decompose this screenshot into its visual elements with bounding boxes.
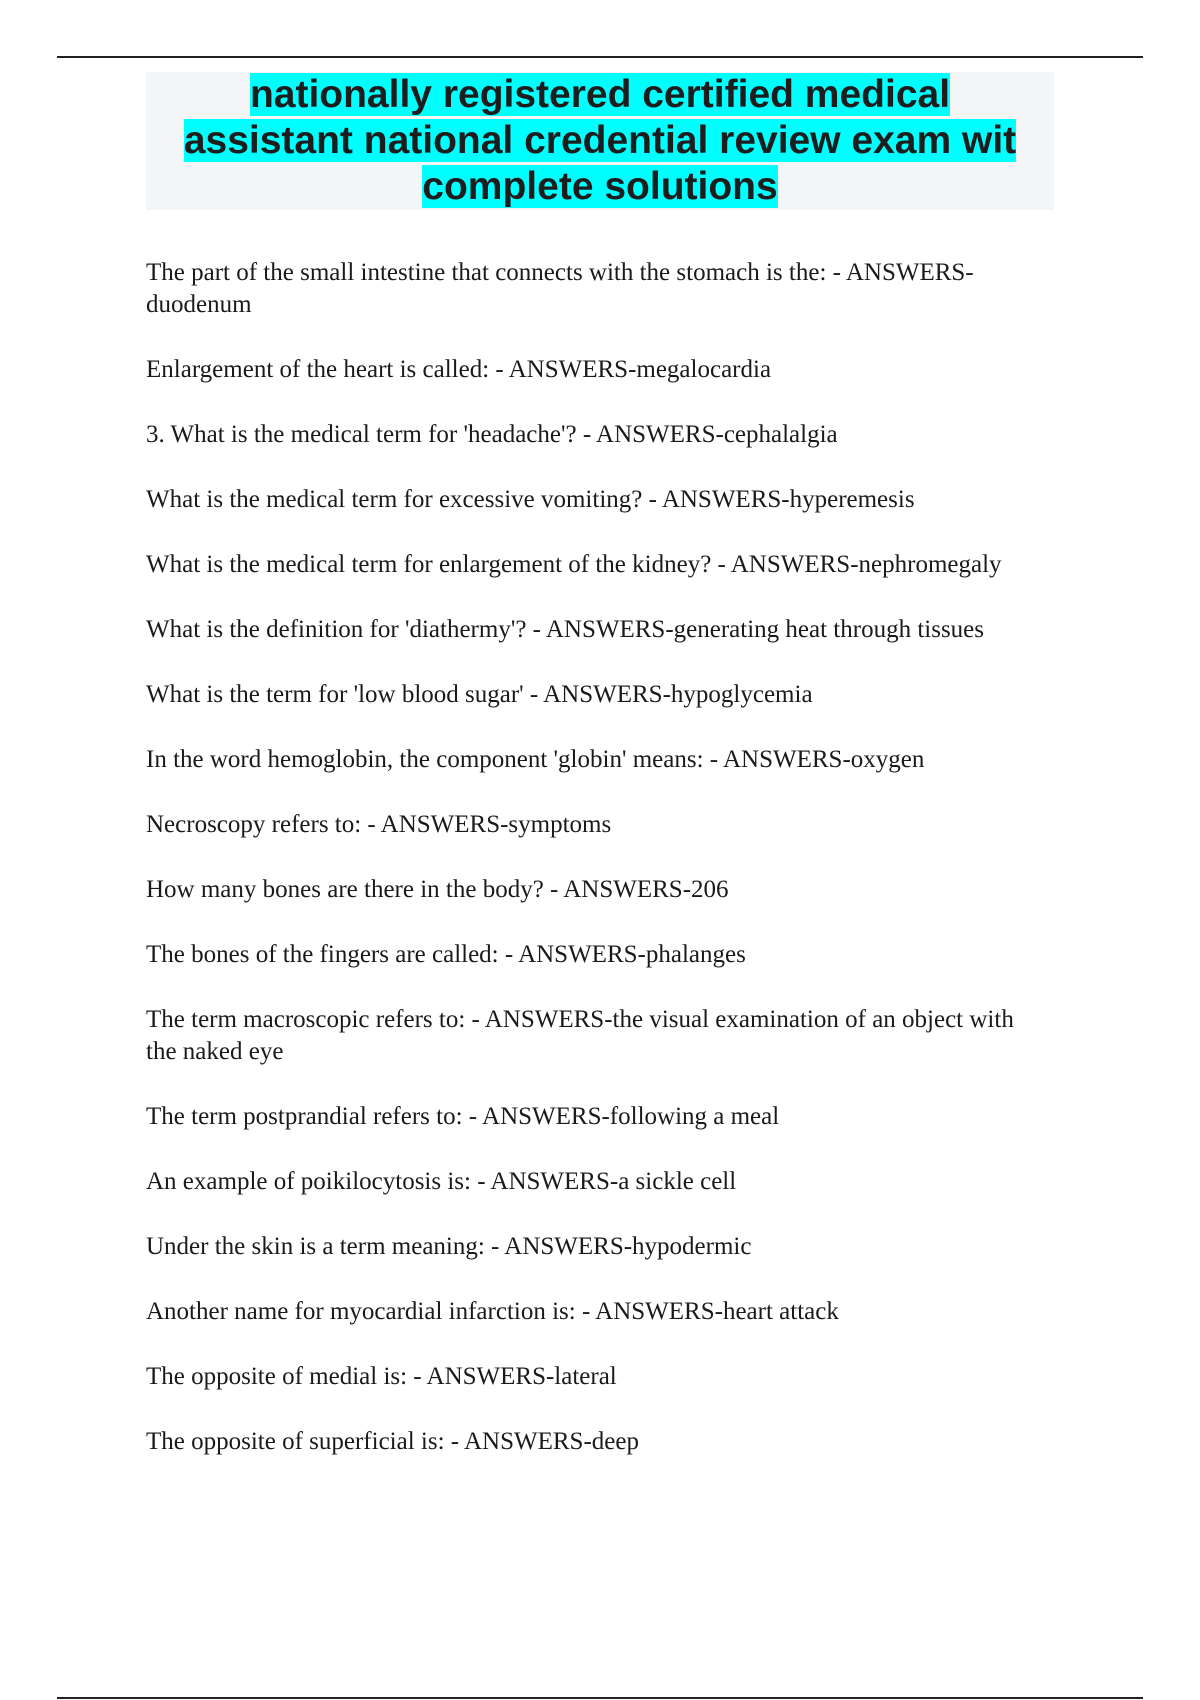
question-text: What is the definition for 'diathermy'? - <box>146 616 541 643</box>
answer-text: ANSWERS-lateral <box>426 1363 617 1390</box>
qa-item <box>146 419 1046 451</box>
qa-item <box>146 614 1046 646</box>
question-text: The term macroscopic refers to: - <box>146 1006 480 1033</box>
title-line: nationally registered certified medical <box>249 73 951 116</box>
qa-item <box>146 549 1046 581</box>
question-text: Under the skin is a term meaning: - <box>146 1233 500 1260</box>
answer-text: ANSWERS-generating heat through tissues <box>545 616 984 643</box>
question-text: An example of poikilocytosis is: - <box>146 1168 486 1195</box>
qa-item <box>146 1166 1046 1198</box>
answer-text: ANSWERS-symptoms <box>380 811 612 838</box>
answer-text: ANSWERS-phalanges <box>518 941 746 968</box>
bottom-rule <box>57 1697 1143 1699</box>
qa-item <box>146 1426 1046 1458</box>
question-text: What is the term for 'low blood sugar' - <box>146 681 539 708</box>
qa-item <box>146 257 1046 321</box>
top-rule <box>57 56 1143 58</box>
qa-list <box>146 257 1046 1491</box>
question-text: Another name for myocardial infarction is: - <box>146 1298 591 1325</box>
question-text: What is the medical term for excessive vomiting? - <box>146 486 657 513</box>
question-text: The opposite of medial is: - <box>146 1363 422 1390</box>
qa-item <box>146 1101 1046 1133</box>
question-text: Necroscopy refers to: - <box>146 811 376 838</box>
question-text: The bones of the fingers are called: - <box>146 941 514 968</box>
question-text: Enlargement of the heart is called: - <box>146 356 504 383</box>
question-text: In the word hemoglobin, the component 'globin' means: - <box>146 746 719 773</box>
answer-text: ANSWERS-a sickle cell <box>490 1168 737 1195</box>
question-text: How many bones are there in the body? - <box>146 876 559 903</box>
answer-text: ANSWERS-cephalalgia <box>596 421 838 448</box>
answer-text: ANSWERS-megalocardia <box>508 356 772 383</box>
answer-text: ANSWERS-oxygen <box>722 746 925 773</box>
title-banner <box>146 72 1054 210</box>
answer-text: ANSWERS-deep <box>464 1428 639 1455</box>
question-text: What is the medical term for enlargement of the kidney? - <box>146 551 726 578</box>
qa-item <box>146 1231 1046 1263</box>
answer-text: ANSWERS-the visual examination of an object with the naked eye <box>146 1006 1014 1065</box>
answer-text: ANSWERS-heart attack <box>595 1298 839 1325</box>
answer-text: ANSWERS-following a meal <box>482 1103 780 1130</box>
question-text: The part of the small intestine that connects with the stomach is the: - <box>146 259 841 286</box>
title-line: complete solutions <box>422 165 778 208</box>
answer-text: ANSWERS-hypodermic <box>504 1233 752 1260</box>
answer-text: ANSWERS-duodenum <box>146 259 974 318</box>
answer-text: ANSWERS-206 <box>563 876 729 903</box>
answer-text: ANSWERS-nephromegaly <box>730 551 1002 578</box>
qa-item <box>146 354 1046 386</box>
question-text: 3. What is the medical term for 'headache'? - <box>146 421 592 448</box>
qa-item <box>146 809 1046 841</box>
qa-item <box>146 1004 1046 1068</box>
document-title <box>146 72 1054 210</box>
answer-text: ANSWERS-hypoglycemia <box>543 681 813 708</box>
qa-item <box>146 679 1046 711</box>
question-text: The opposite of superficial is: - <box>146 1428 460 1455</box>
qa-item <box>146 1296 1046 1328</box>
qa-item <box>146 874 1046 906</box>
qa-item <box>146 1361 1046 1393</box>
question-text: The term postprandial refers to: - <box>146 1103 478 1130</box>
qa-item <box>146 484 1046 516</box>
title-line: assistant national credential review exam wit <box>183 119 1017 162</box>
qa-item <box>146 939 1046 971</box>
answer-text: ANSWERS-hyperemesis <box>661 486 915 513</box>
qa-item <box>146 744 1046 776</box>
